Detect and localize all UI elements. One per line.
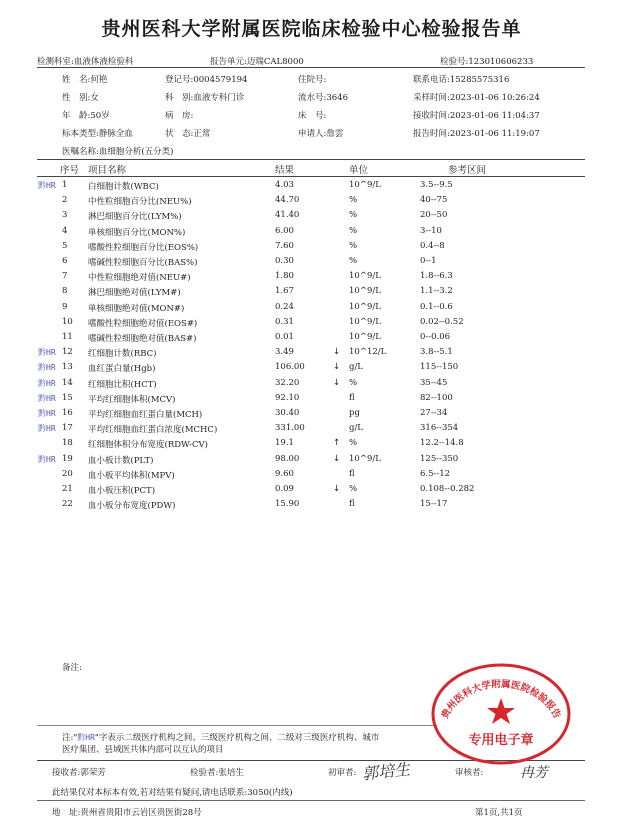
receive-time: 接收时间:2023-01-06 11:04:37 xyxy=(413,111,540,121)
row-seq: 2 xyxy=(62,195,68,206)
hr-mark: 黔HR xyxy=(38,181,56,190)
row-item-name: 白细胞计数(WBC) xyxy=(88,182,159,192)
row-unit: 10^9/L xyxy=(349,453,381,464)
hr-mark: 黔HR xyxy=(38,409,56,418)
row-item-name: 嗜酸性粒细胞绝对值(EOS#) xyxy=(88,318,198,329)
hr-mark: 黔HR xyxy=(38,393,56,403)
header-divider xyxy=(37,67,585,68)
applicant: 申请人:詹雲 xyxy=(298,129,344,139)
row-unit: pg xyxy=(349,408,360,418)
row-result: 1.80 xyxy=(275,271,294,282)
row-flag: ↓ xyxy=(333,362,341,373)
row-item-name: 红细胞计数(RBC) xyxy=(88,349,157,360)
row-reference: 0.02--0.52 xyxy=(420,316,464,327)
table-row xyxy=(0,317,623,332)
row-reference: 40--75 xyxy=(420,195,448,206)
bed-number: 床 号: xyxy=(298,111,327,121)
row-unit: 10^9/L xyxy=(349,286,381,297)
hr-mark-note: 黔HR xyxy=(77,733,95,742)
table-row xyxy=(0,256,623,271)
row-flag: ↓ xyxy=(333,377,341,388)
col-result: 结果 xyxy=(275,165,295,176)
dept-label: 检测科室:血液体液检验科 xyxy=(37,57,134,67)
row-reference: 20--50 xyxy=(420,210,448,221)
row-unit: fl xyxy=(349,392,355,403)
inpatient-number: 住院号: xyxy=(298,75,327,85)
row-result: 106.00 xyxy=(275,362,305,373)
row-result: 6.00 xyxy=(275,225,294,236)
row-item-name: 平均红细胞体积(MCV) xyxy=(88,394,176,405)
row-item-name: 平均红细胞血红蛋白浓度(MCHC) xyxy=(88,425,218,436)
row-item-name: 淋巴细胞百分比(LYM%) xyxy=(88,212,182,223)
row-result: 41.40 xyxy=(275,210,300,221)
row-unit: % xyxy=(349,438,358,449)
table-row xyxy=(0,469,623,484)
row-seq: 7 xyxy=(62,271,68,282)
row-unit: % xyxy=(349,195,358,206)
sample-time: 采样时间:2023-01-06 10:26:24 xyxy=(413,93,540,103)
table-row xyxy=(0,210,623,225)
sample-type: 标本类型:静脉全血 xyxy=(62,129,133,139)
row-unit: 10^9/L xyxy=(349,332,381,342)
row-unit: % xyxy=(349,377,358,388)
row-result: 4.03 xyxy=(275,180,294,190)
table-top-divider xyxy=(37,159,585,160)
row-unit: % xyxy=(349,240,358,251)
order-name: 医嘱名称:血细胞分析(五分类) xyxy=(62,147,174,157)
row-result: 98.00 xyxy=(275,453,300,464)
row-unit: 10^9/L xyxy=(349,316,381,327)
row-reference: 0.1--0.6 xyxy=(420,301,453,312)
contact-phone: 联系电话:15285575316 xyxy=(413,75,510,85)
row-reference: 6.5--12 xyxy=(420,468,451,479)
note-divider xyxy=(37,725,437,726)
page-number: 第1页,共1页 xyxy=(475,808,523,818)
sample-status: 状 态:正常 xyxy=(165,129,211,139)
flow-number: 流水号:3646 xyxy=(298,93,348,103)
row-seq: 10 xyxy=(62,316,73,327)
row-unit: % xyxy=(349,210,358,221)
disclaimer: 此结果仅对本标本有效,若对结果有疑问,请电话联系:3050(内线) xyxy=(52,788,293,798)
table-row xyxy=(0,378,623,393)
table-row xyxy=(0,393,623,408)
row-reference: 0--0.06 xyxy=(420,332,451,342)
first-reviewer-signature: 郭培生 xyxy=(361,759,411,784)
row-reference: 12.2--14.8 xyxy=(420,438,464,449)
table-row xyxy=(0,195,623,210)
table-row xyxy=(0,332,623,347)
hr-mark: 黔HR xyxy=(38,348,56,358)
hr-mark: 黔HR xyxy=(38,454,56,464)
row-item-name: 嗜碱性粒细胞百分比(BAS%) xyxy=(88,258,198,268)
row-unit: % xyxy=(349,225,358,236)
row-reference: 35--45 xyxy=(420,377,448,388)
table-row xyxy=(0,454,623,469)
row-item-name: 单核细胞百分比(MON%) xyxy=(88,227,186,238)
row-item-name: 嗜酸性粒细胞百分比(EOS%) xyxy=(88,242,199,253)
table-row xyxy=(0,286,623,301)
row-reference: 1.8--6.3 xyxy=(420,271,453,282)
row-unit: % xyxy=(349,484,358,494)
patient-name: 姓 名:何艳 xyxy=(62,75,108,85)
row-reference: 3--10 xyxy=(420,225,442,236)
row-item-name: 红细胞比积(HCT) xyxy=(88,379,157,390)
row-seq: 12 xyxy=(62,347,73,358)
row-seq: 14 xyxy=(62,377,73,388)
col-ref: 参考区间 xyxy=(448,165,487,176)
row-seq: 15 xyxy=(62,392,73,403)
row-unit: 10^12/L xyxy=(349,347,387,358)
official-seal xyxy=(430,662,572,766)
report-time: 报告时间:2023-01-06 11:19:07 xyxy=(413,129,540,139)
row-result: 1.67 xyxy=(275,286,294,297)
row-reference: 82--100 xyxy=(420,392,453,403)
receiver: 接收者:郭荣芳 xyxy=(52,768,106,778)
row-result: 0.09 xyxy=(275,484,294,494)
patient-dept: 科 别:血液专科门诊 xyxy=(165,93,245,103)
row-item-name: 中性粒细胞绝对值(NEU#) xyxy=(88,273,191,284)
patient-sex: 性 别:女 xyxy=(62,93,99,103)
table-row xyxy=(0,271,623,286)
row-result: 15.90 xyxy=(275,499,300,510)
row-unit: fl xyxy=(349,499,355,510)
row-flag: ↓ xyxy=(333,484,341,494)
row-reference: 0.108--0.282 xyxy=(420,484,475,494)
row-reference: 3.5--9.5 xyxy=(420,180,453,190)
col-item: 项目名称 xyxy=(88,165,127,176)
col-seq: 序号 xyxy=(60,165,80,176)
row-seq: 17 xyxy=(62,423,73,434)
row-seq: 4 xyxy=(62,225,68,236)
table-row xyxy=(0,484,623,499)
row-unit: 10^9/L xyxy=(349,180,381,190)
table-row xyxy=(0,362,623,377)
remarks-label: 备注: xyxy=(62,663,82,673)
row-seq: 9 xyxy=(62,301,68,312)
row-result: 0.24 xyxy=(275,301,294,312)
registration-number: 登记号:0004579194 xyxy=(165,75,248,85)
row-item-name: 单核细胞绝对值(MON#) xyxy=(88,303,185,314)
table-row xyxy=(0,499,623,514)
seal-star-icon xyxy=(487,698,515,724)
row-flag: ↓ xyxy=(333,347,341,358)
row-reference: 0--1 xyxy=(420,256,437,266)
row-unit: % xyxy=(349,256,358,266)
reviewer-signature: 冉芳 xyxy=(520,765,548,781)
first-reviewer-label: 初审者: xyxy=(328,768,357,778)
hr-mark: 黔HR xyxy=(38,378,56,388)
test-number: 检验号:123010606233 xyxy=(440,57,534,67)
note-text-2: 医疗集团、县域医共体内部可以互认的项目 xyxy=(62,745,224,755)
row-result: 7.60 xyxy=(275,240,294,251)
row-result: 0.01 xyxy=(275,332,294,342)
row-seq: 8 xyxy=(62,286,68,297)
row-seq: 5 xyxy=(62,240,68,251)
row-seq: 3 xyxy=(62,210,68,221)
note-prefix: 注:" xyxy=(62,733,78,743)
row-reference: 1.1--3.2 xyxy=(420,286,453,297)
patient-room: 病 房: xyxy=(165,111,194,121)
row-seq: 6 xyxy=(62,256,68,266)
address: 地 址:贵州省贵阳市云岩区贵医街28号 xyxy=(52,808,202,818)
table-row xyxy=(0,408,623,423)
row-flag: ↑ xyxy=(333,438,341,449)
row-unit: g/L xyxy=(349,423,363,434)
table-row xyxy=(0,423,623,438)
report-unit: 报告单元:迈瑞CAL8000 xyxy=(210,57,304,67)
table-row xyxy=(0,302,623,317)
row-result: 0.30 xyxy=(275,256,294,266)
row-seq: 22 xyxy=(62,499,73,510)
row-reference: 316--354 xyxy=(420,423,459,434)
row-result: 0.31 xyxy=(275,316,294,327)
row-unit: g/L xyxy=(349,362,363,373)
table-header-divider xyxy=(37,176,585,177)
row-reference: 125--350 xyxy=(420,453,459,464)
row-result: 44.70 xyxy=(275,195,300,206)
col-unit: 单位 xyxy=(349,165,369,176)
seal-arc-text: 贵州医科大学附属医院检验报告 xyxy=(439,678,563,721)
row-unit: fl xyxy=(349,468,355,479)
report-title: 贵州医科大学附属医院临床检验中心检验报告单 xyxy=(101,18,522,40)
row-reference: 3.8--5.1 xyxy=(420,347,453,358)
row-seq: 18 xyxy=(62,438,73,449)
reviewer-label: 审核者: xyxy=(455,768,484,778)
hr-mark: 黔HR xyxy=(38,424,56,434)
row-seq: 1 xyxy=(62,180,68,190)
row-seq: 11 xyxy=(62,332,73,342)
row-seq: 19 xyxy=(62,453,73,464)
row-item-name: 血小板压积(PCT) xyxy=(88,486,156,496)
row-result: 30.40 xyxy=(275,408,300,418)
row-result: 3.49 xyxy=(275,347,294,358)
row-reference: 27--34 xyxy=(420,408,448,418)
hr-mark: 黔HR xyxy=(38,363,56,373)
note-text-1: "字表示二级医疗机构之间、三级医疗机构之间、二级对三级医疗机构、城市 xyxy=(94,733,380,743)
patient-age: 年 龄:50岁 xyxy=(62,111,110,121)
tester: 检验者:张培生 xyxy=(190,768,244,778)
row-item-name: 淋巴细胞绝对值(LYM#) xyxy=(88,288,181,299)
row-result: 19.1 xyxy=(275,438,294,449)
footer-divider xyxy=(37,800,585,801)
row-reference: 0.4--8 xyxy=(420,240,445,251)
table-row xyxy=(0,347,623,362)
row-result: 331.00 xyxy=(275,423,305,434)
row-result: 9.60 xyxy=(275,468,294,479)
row-item-name: 血红蛋白量(Hgb) xyxy=(88,364,156,375)
row-item-name: 血小板计数(PLT) xyxy=(88,455,154,466)
table-row xyxy=(0,226,623,241)
row-seq: 16 xyxy=(62,408,73,418)
row-reference: 115--150 xyxy=(420,362,459,373)
row-seq: 20 xyxy=(62,468,73,479)
row-unit: 10^9/L xyxy=(349,301,381,312)
row-flag: ↓ xyxy=(333,453,341,464)
row-item-name: 中性粒细胞百分比(NEU%) xyxy=(88,197,192,208)
table-row xyxy=(0,241,623,256)
table-row xyxy=(0,180,623,195)
row-item-name: 血小板平均体积(MPV) xyxy=(88,470,175,481)
row-item-name: 红细胞体积分布宽度(RDW-CV) xyxy=(88,440,208,451)
row-reference: 15--17 xyxy=(420,499,448,510)
row-item-name: 平均红细胞血红蛋白量(MCH) xyxy=(88,410,203,420)
row-result: 32.20 xyxy=(275,377,300,388)
row-seq: 21 xyxy=(62,484,73,494)
row-item-name: 血小板分布宽度(PDW) xyxy=(88,501,176,512)
note-line-1 xyxy=(62,731,379,743)
row-unit: 10^9/L xyxy=(349,271,381,282)
row-seq: 13 xyxy=(62,362,73,373)
row-item-name: 嗜碱性粒细胞绝对值(BAS#) xyxy=(88,334,197,344)
table-row xyxy=(0,438,623,453)
seal-center-text: 专用电子章 xyxy=(468,733,534,748)
row-result: 92.10 xyxy=(275,392,300,403)
